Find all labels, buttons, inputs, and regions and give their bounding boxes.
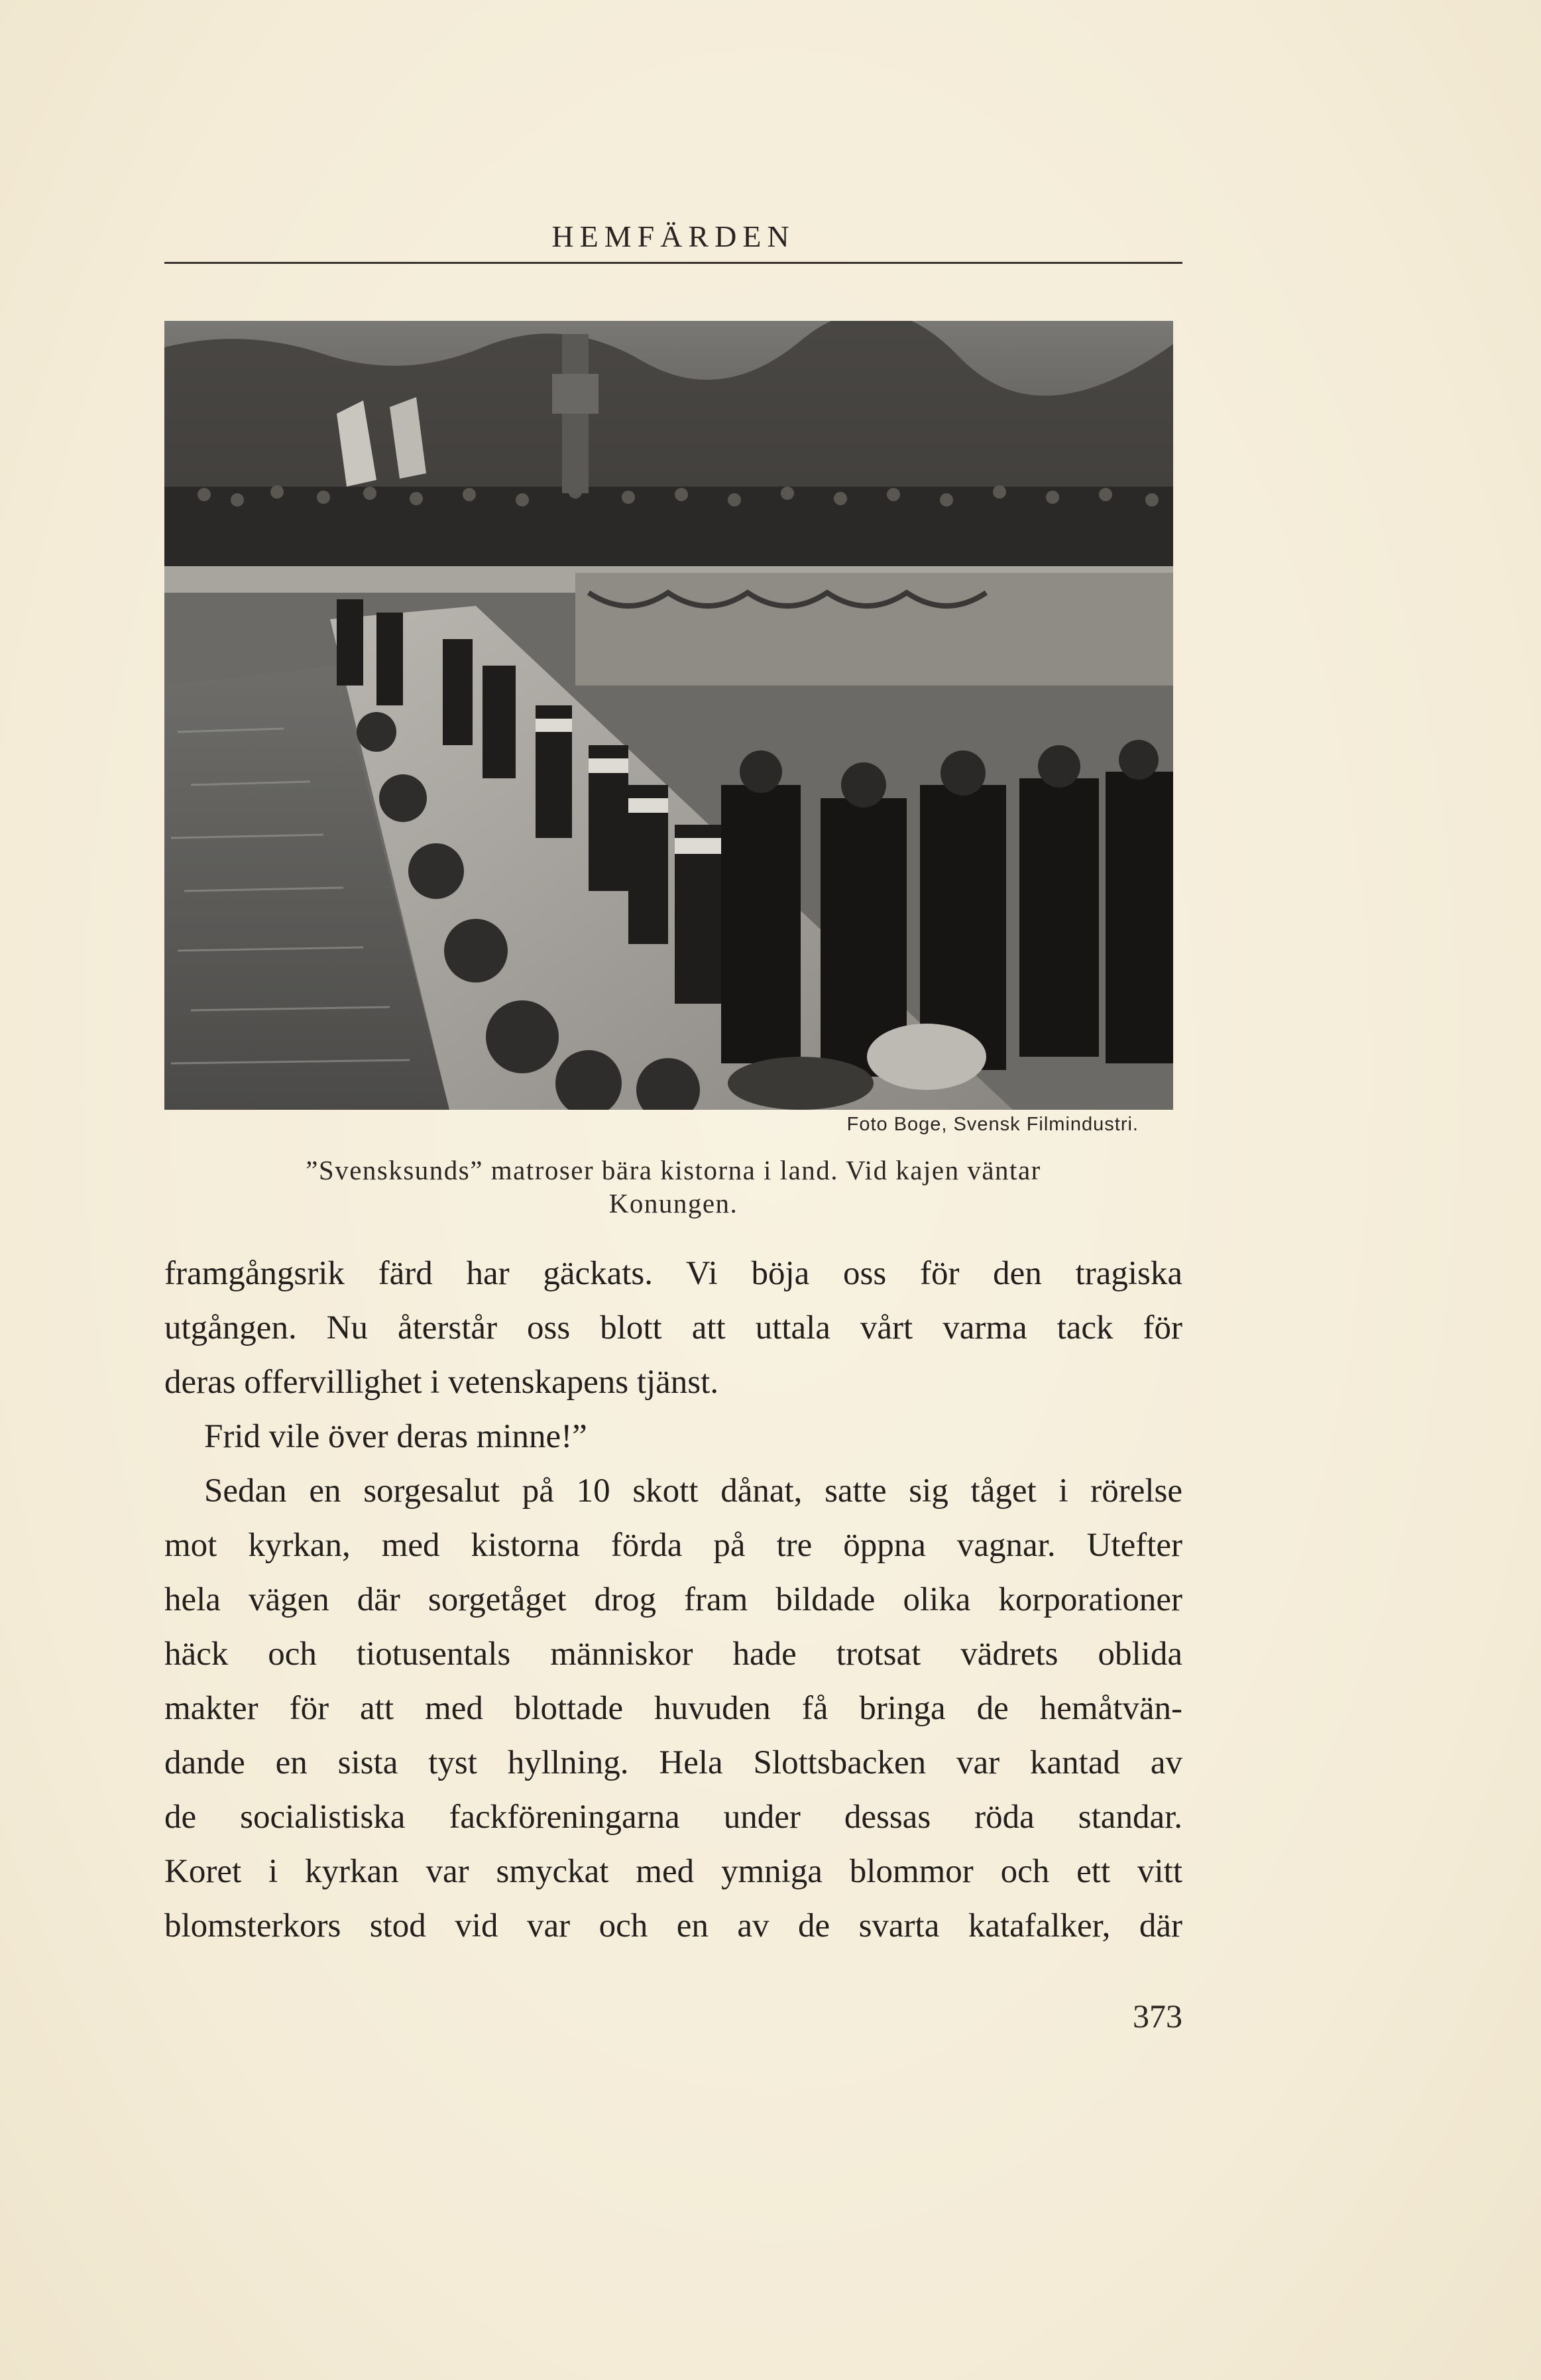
text-line: Frid vile över deras minne!” xyxy=(204,1418,587,1455)
text-line: dande en sista tyst hyllning. Hela Slottsbacken var kantad av xyxy=(164,1744,1182,1781)
text-line: utgången. Nu återstår oss blott att uttala vårt varma tack för xyxy=(164,1309,1182,1346)
photograph xyxy=(164,321,1173,1110)
text-line: häck och tiotusentals människor hade trotsat vädrets oblida xyxy=(164,1636,1182,1673)
header-rule xyxy=(164,262,1182,264)
photo-credit: Foto Boge, Svensk Filmindustri. xyxy=(846,1114,1139,1135)
text-line: makter för att med blottade huvuden få bringa de hemåtvän- xyxy=(164,1690,1182,1727)
text-line: Koret i kyrkan var smyckat med ymniga blommor och ett vitt xyxy=(164,1853,1182,1890)
text-line: blomsterkors stod vid var och en av de svarta katafalker, där xyxy=(164,1907,1182,1944)
running-head: HEMFÄRDEN xyxy=(551,219,795,253)
text-line: de socialistiska fackföreningarna under dessas röda standar. xyxy=(164,1799,1182,1836)
photo-illustration xyxy=(164,321,1173,1110)
page-number: 373 xyxy=(1133,1997,1182,2035)
text-line: Sedan en sorgesalut på 10 skott dånat, satte sig tåget i rörelse xyxy=(204,1472,1182,1510)
text-line: mot kyrkan, med kistorna förda på tre öppna vagnar. Utefter xyxy=(164,1527,1182,1564)
text-line: hela vägen där sorgetåget drog fram bildade olika korporationer xyxy=(164,1581,1182,1618)
text-line: framgångsrik färd har gäckats. Vi böja oss för den tragiska xyxy=(164,1255,1182,1292)
caption-line: Konungen. xyxy=(608,1188,738,1219)
photo-caption xyxy=(164,1154,1182,1220)
caption-line: ”Svensksunds” matroser bära kistorna i land. Vid kajen väntar xyxy=(306,1155,1041,1185)
body-text xyxy=(164,1246,1182,1953)
text-line: deras offervillighet i vetenskapens tjänst. xyxy=(164,1364,719,1401)
